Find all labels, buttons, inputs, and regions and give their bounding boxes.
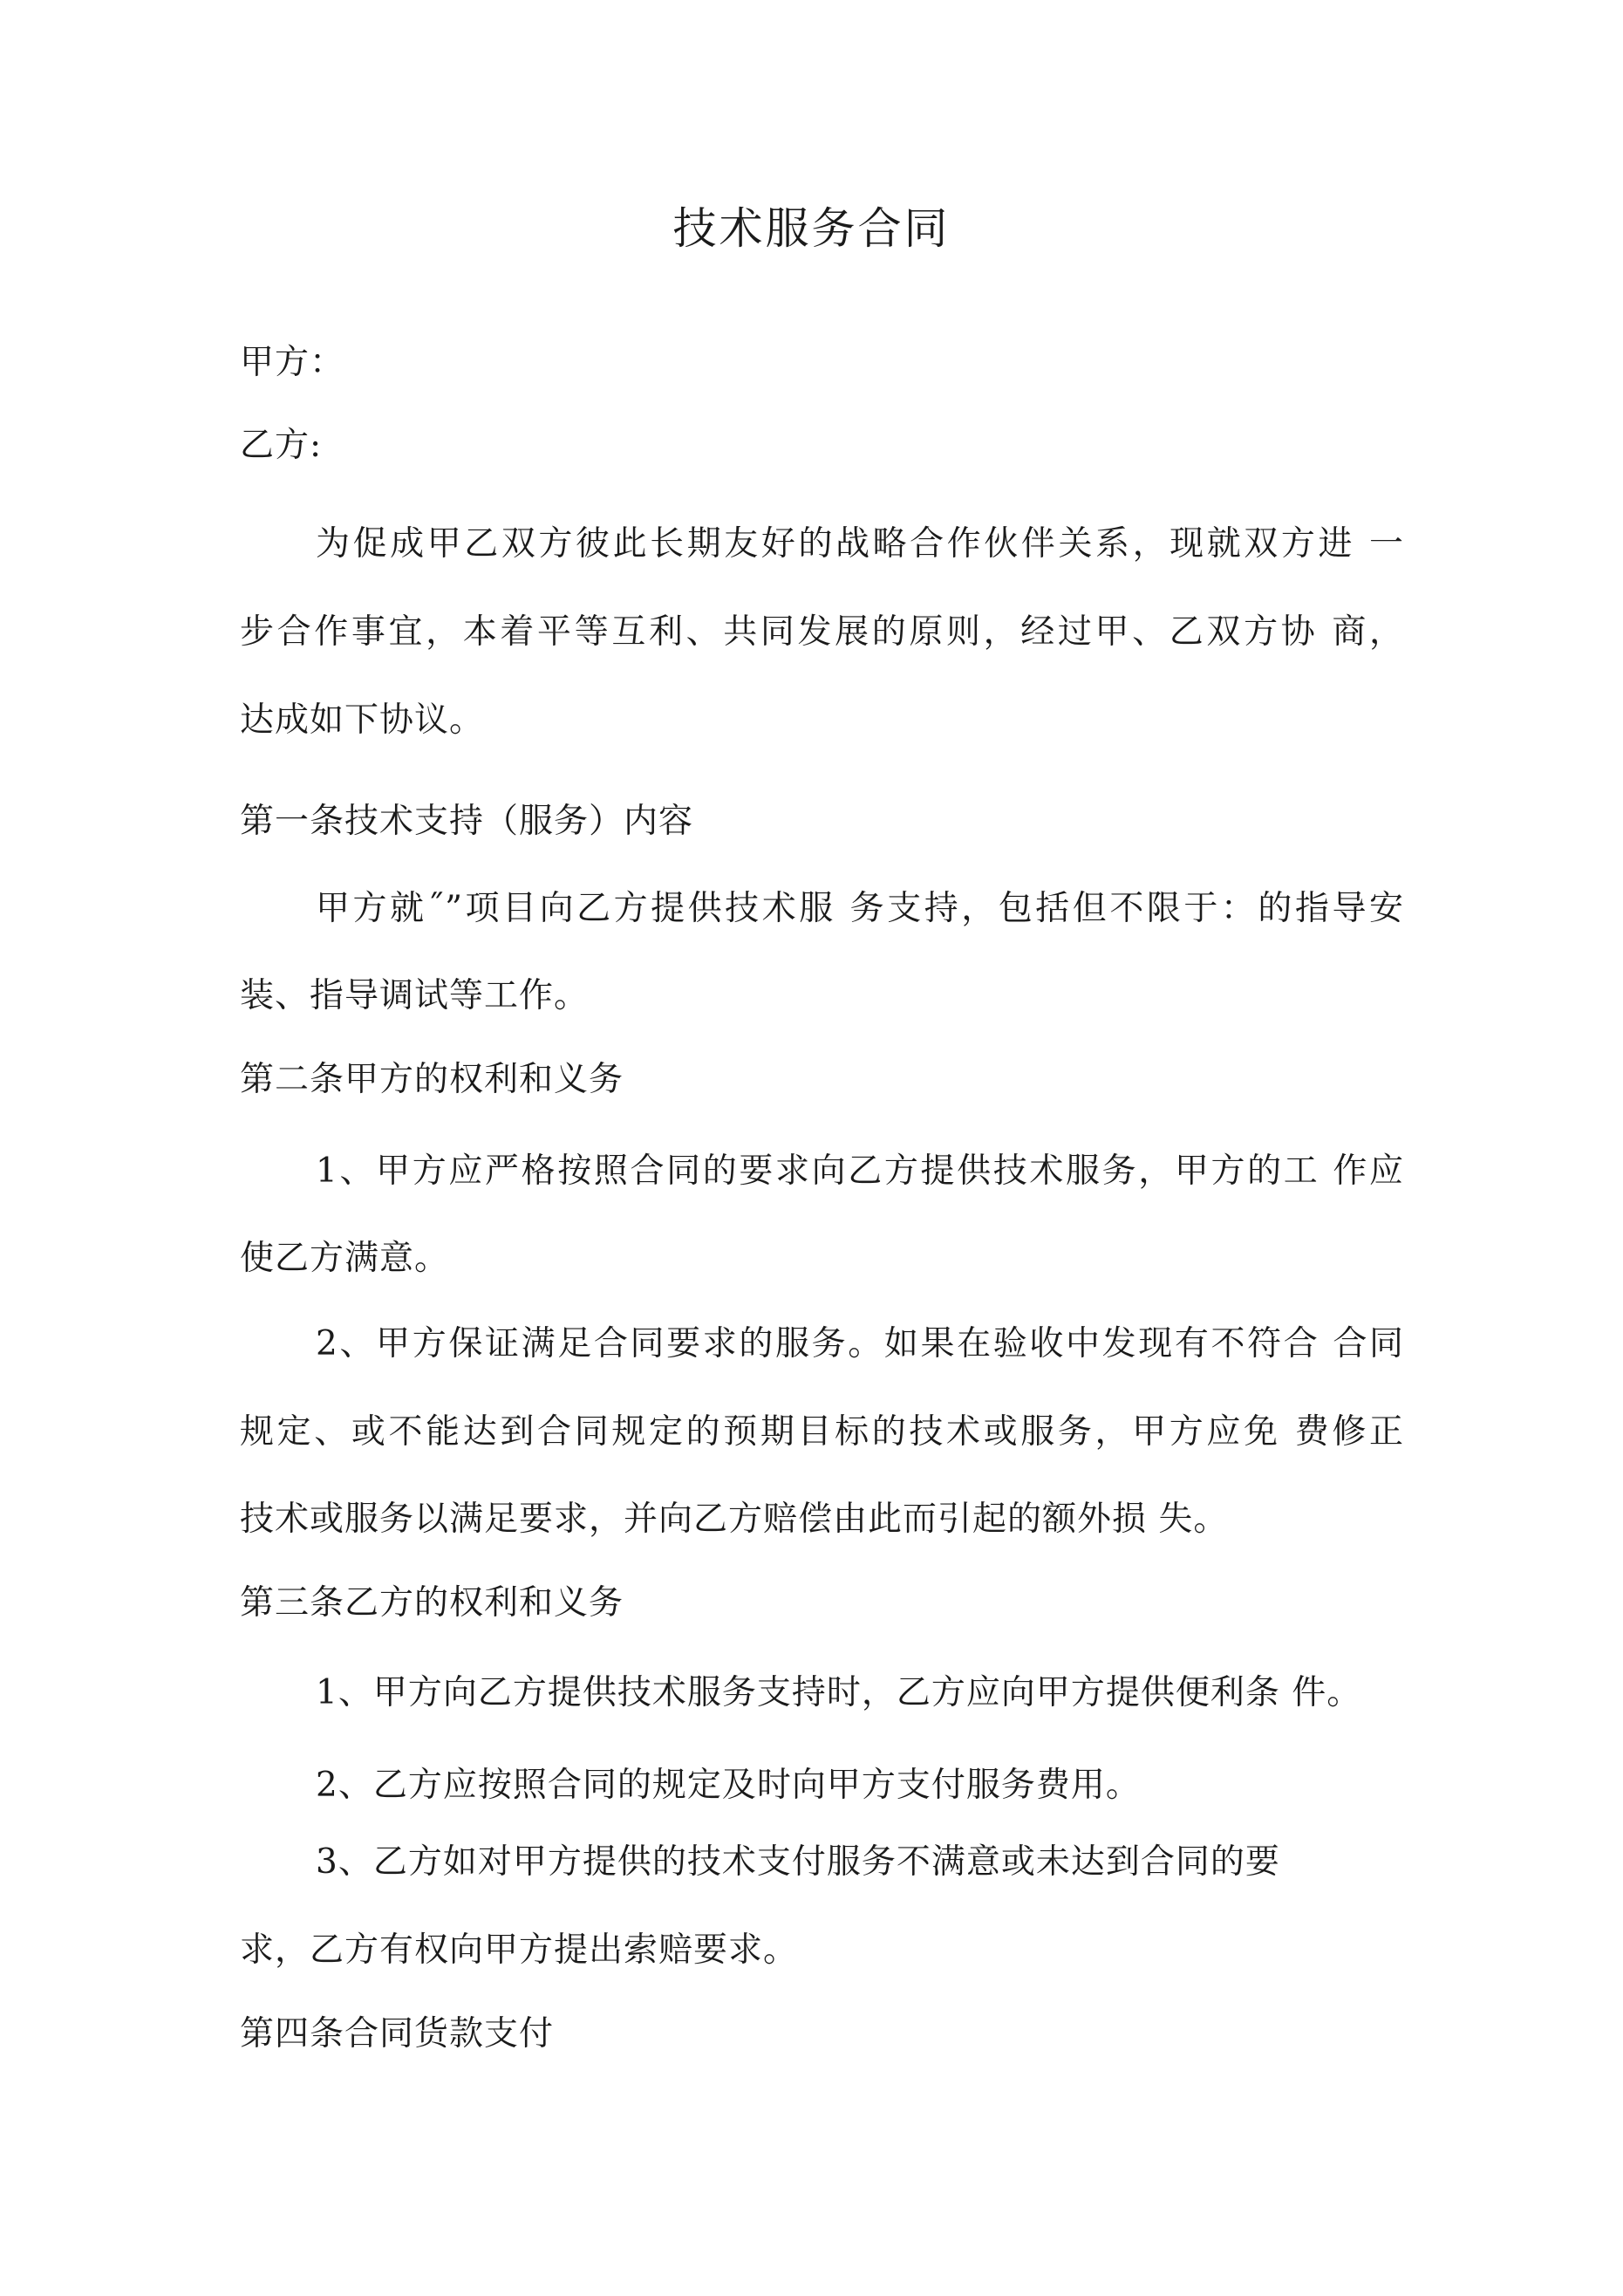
article-4-heading: 第四条合同货款支付 <box>240 2014 555 2053</box>
article-2-item-1-line-2: 使乙方满意。 <box>240 1239 450 1278</box>
preamble-line-3: 达成如下协议。 <box>240 700 485 740</box>
preamble-line-2: 步合作事宜，本着平等互利、共同发展的原则，经过甲、乙双方协 商， <box>240 612 1404 652</box>
article-3-item-3-line-1: 3、乙方如对甲方提供的技术支付服务不满意或未达到合同的要 <box>316 1842 1280 1882</box>
article-1-line-2: 装、指导调试等工作。 <box>240 976 590 1015</box>
article-1-heading: 第一条技术支持（服务）内容 <box>240 802 694 841</box>
article-2-item-2-line-1: 2、甲方保证满足合同要求的服务。如果在验收中发现有不符合 合同 <box>316 1324 1404 1363</box>
article-2-item-2-line-2: 规定、或不能达到合同规定的预期目标的技术或服务，甲方应免 费修正 <box>240 1412 1404 1452</box>
article-3-item-2: 2、乙方应按照合同的规定及时向甲方支付服务费用。 <box>316 1766 1141 1805</box>
preamble-line-1: 为促成甲乙双方彼此长期友好的战略合作伙伴关系，现就双方进 一 <box>316 524 1404 564</box>
article-3-heading: 第三条乙方的权利和义务 <box>240 1583 624 1623</box>
document-title: 技术服务合同 <box>672 203 951 254</box>
party-a-label: 甲方： <box>240 343 345 382</box>
article-2-item-2-line-3: 技术或服务以满足要求，并向乙方赔偿由此而引起的额外损 失。 <box>240 1500 1229 1539</box>
article-2-heading: 第二条甲方的权利和义务 <box>240 1060 624 1099</box>
article-3-item-3-line-2: 求，乙方有权向甲方提出索赔要求。 <box>240 1930 799 1970</box>
party-b-label: 乙方: <box>240 426 323 465</box>
article-2-item-1-line-1: 1、甲方应严格按照合同的要求向乙方提供技术服务，甲方的工 作应 <box>316 1151 1404 1191</box>
article-3-item-1: 1、甲方向乙方提供技术服务支持时，乙方应向甲方提供便利条 件。 <box>316 1673 1362 1712</box>
article-1-line-1: 甲方就˝”项目向乙方提供技术服 务支持，包括但不限于：的指导安 <box>316 889 1404 928</box>
